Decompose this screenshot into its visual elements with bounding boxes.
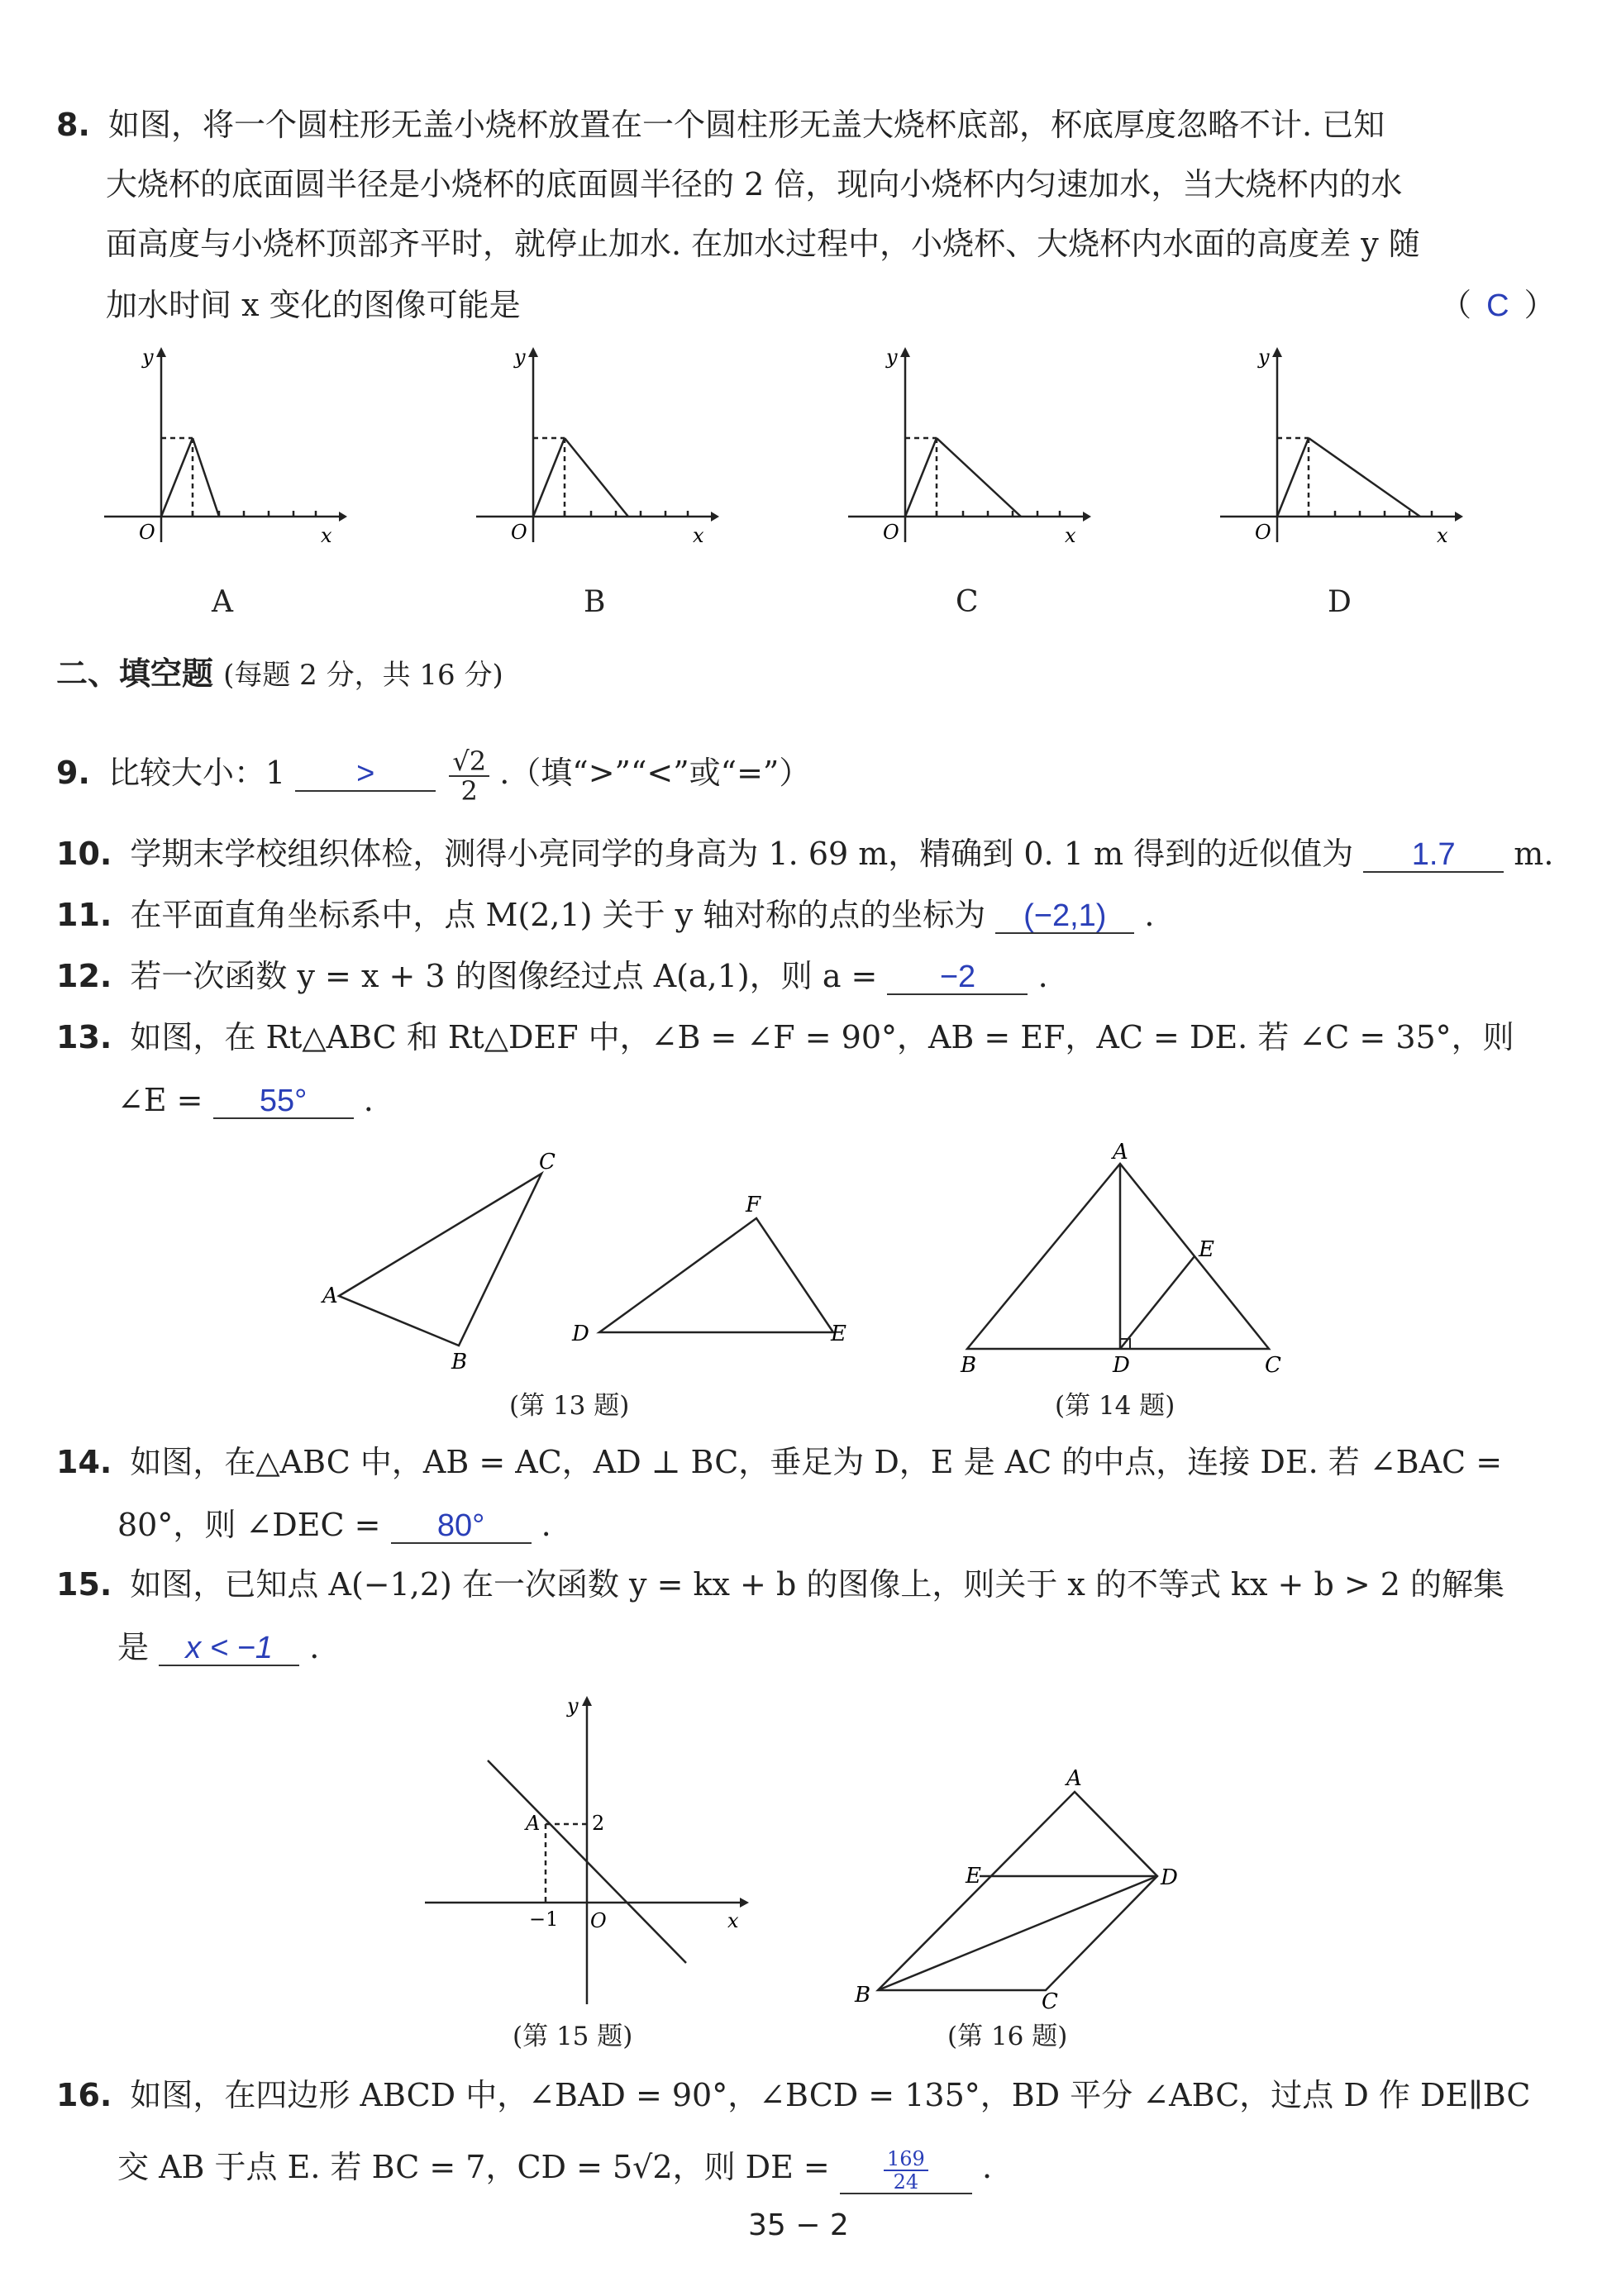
q14-answer-blank xyxy=(391,1508,532,1544)
label-e: E xyxy=(1199,1237,1214,1262)
q16-suffix: . xyxy=(981,2149,993,2185)
q15-number: 15. xyxy=(56,1566,112,1603)
x-arrow xyxy=(339,512,347,522)
q8-line-1 xyxy=(56,104,1385,145)
q14-text-1: 如图，在△ABC 中，AB = AC，AD ⊥ BC，垂足为 D，E 是 AC 的中点，连接 DE. 若 ∠BAC = xyxy=(130,1444,1503,1480)
label-a: A xyxy=(1066,1766,1082,1791)
q8-line-3 xyxy=(106,223,1420,264)
label-b: B xyxy=(961,1353,977,1378)
graph-fall-line xyxy=(1309,438,1420,517)
y-label: y xyxy=(567,1694,579,1717)
origin-label: O xyxy=(511,521,527,544)
triangle-def xyxy=(599,1218,833,1332)
y-arrow xyxy=(900,347,910,357)
q15-line-2 xyxy=(117,1627,319,1668)
q16-line-1 xyxy=(56,2074,1530,2116)
q8-number: 8. xyxy=(56,107,90,143)
q14-caption: (第 14 题) xyxy=(1055,1391,1175,1421)
section-2-header xyxy=(56,653,503,696)
q8-answer: C xyxy=(1486,288,1509,323)
q8-paren-close: ） xyxy=(1524,287,1556,323)
x-arrow xyxy=(1455,512,1463,522)
diagonal-bd xyxy=(878,1876,1157,1990)
x-label: x xyxy=(727,1909,739,1932)
q9-answer: > xyxy=(356,756,375,791)
q16-answer-fraction xyxy=(884,2148,928,2193)
q8-paren-open: （ xyxy=(1440,287,1472,323)
segment-de xyxy=(1120,1256,1195,1349)
label-a: A xyxy=(526,1812,541,1835)
y-label: y xyxy=(886,345,898,369)
x-label: x xyxy=(1065,524,1076,547)
q16-caption: (第 16 题) xyxy=(947,2022,1068,2051)
origin-label: O xyxy=(1255,521,1271,544)
origin-label: O xyxy=(139,521,155,544)
q8-graph-b xyxy=(471,347,719,545)
q13-line-1 xyxy=(56,1017,1514,1058)
y-arrow xyxy=(582,1696,592,1706)
q9-answer-blank xyxy=(295,756,436,792)
q12-answer: −2 xyxy=(939,960,976,994)
q8-choice-c: C xyxy=(956,585,979,619)
q15-line-1 xyxy=(56,1564,1504,1605)
q9-suffix: .（填“>”“<”或“=”） xyxy=(499,755,811,791)
y-arrow xyxy=(528,347,538,357)
q8-line-2 xyxy=(106,164,1402,205)
q13-caption: (第 13 题) xyxy=(509,1391,630,1421)
q10-answer-blank xyxy=(1363,837,1504,873)
label-b: B xyxy=(451,1350,468,1374)
q11-number: 11. xyxy=(56,897,112,933)
q8-text-2: 大烧杯的底面圆半径是小烧杯的底面圆半径的 2 倍，现向小烧杯内匀速加水，当大烧杯内的水 xyxy=(106,166,1403,202)
q8-graph-a xyxy=(99,347,347,545)
page-number: 35 − 2 xyxy=(748,2208,849,2242)
label-e: E xyxy=(966,1864,981,1889)
label-e: E xyxy=(831,1322,846,1346)
x-arrow xyxy=(740,1898,749,1908)
q10-text: 学期末学校组织体检，测得小亮同学的身高为 1. 69 m，精确到 0. 1 m 得到的近似值为 xyxy=(130,836,1354,872)
q14-number: 14. xyxy=(56,1444,112,1480)
q8-text-1: 如图，将一个圆柱形无盖小烧杯放置在一个圆柱形无盖大烧杯底部，杯底厚度忽略不计. 已知 xyxy=(107,107,1385,143)
q9-line xyxy=(56,744,810,805)
q13-line-2 xyxy=(117,1079,374,1121)
q15-answer-blank xyxy=(159,1631,299,1666)
label-d: D xyxy=(572,1322,589,1346)
q13-text-1: 如图，在 Rt△ABC 和 Rt△DEF 中，∠B = ∠F = 90°，AB = EF，AC = DE. 若 ∠C = 35°，则 xyxy=(130,1019,1514,1055)
q11-suffix: . xyxy=(1144,897,1155,933)
graph-rise-line xyxy=(905,438,937,517)
graph-fall-line xyxy=(937,438,1021,517)
label-a: A xyxy=(1113,1140,1128,1165)
q16-text-2: 交 AB 于点 E. 若 BC = 7，CD = 5√2，则 DE = xyxy=(117,2149,830,2185)
q12-text: 若一次函数 y = x + 3 的图像经过点 A(a,1)，则 a = xyxy=(130,958,878,994)
q12-number: 12. xyxy=(56,958,112,994)
y-arrow xyxy=(1272,347,1282,357)
q16-line-2 xyxy=(117,2141,992,2194)
x-label: x xyxy=(693,524,704,547)
q10-line xyxy=(56,833,1553,874)
q8-line-4 xyxy=(106,284,521,326)
q15-figure xyxy=(422,1694,752,2008)
triangle-abc xyxy=(339,1174,541,1346)
q15-suffix: . xyxy=(309,1629,320,1665)
q16-answer-num: 169 xyxy=(884,2148,928,2171)
quadrilateral-abcd xyxy=(878,1792,1157,1990)
q13-suffix: . xyxy=(363,1082,374,1118)
q10-number: 10. xyxy=(56,836,112,872)
q16-figure xyxy=(843,1766,1199,2017)
origin-label: O xyxy=(590,1909,607,1932)
q14-suffix: . xyxy=(541,1507,551,1543)
q14-answer: 80° xyxy=(436,1508,485,1543)
graph-rise-line xyxy=(161,438,193,517)
label-d: D xyxy=(1113,1353,1130,1378)
graph-rise-line xyxy=(533,438,565,517)
y-label: y xyxy=(514,345,526,369)
q16-answer-blank xyxy=(840,2148,972,2194)
q11-line xyxy=(56,894,1154,936)
q13-answer-blank xyxy=(213,1084,354,1119)
q14-line-1 xyxy=(56,1441,1502,1483)
q11-text: 在平面直角坐标系中，点 M(2,1) 关于 y 轴对称的点的坐标为 xyxy=(130,897,986,933)
q12-answer-blank xyxy=(887,960,1028,995)
graph-rise-line xyxy=(1277,438,1309,517)
label-c: C xyxy=(1042,1989,1058,2014)
q16-text-1: 如图，在四边形 ABCD 中，∠BAD = 90°，∠BCD = 135°，BD 平分 ∠ABC，过点 D 作 DE∥BC xyxy=(130,2077,1531,2113)
triangle-abc xyxy=(967,1164,1269,1349)
q16-number: 16. xyxy=(56,2077,112,2113)
label-a: A xyxy=(322,1284,338,1308)
q8-text-4: 加水时间 x 变化的图像可能是 xyxy=(106,287,521,323)
section-2-title: 二、填空题 xyxy=(56,655,214,692)
label-two: 2 xyxy=(592,1812,605,1835)
q12-suffix: . xyxy=(1037,958,1048,994)
section-2-note: (每题 2 分，共 16 分) xyxy=(223,659,503,692)
y-arrow xyxy=(156,347,166,357)
label-c: C xyxy=(539,1150,556,1174)
q8-answer-paren xyxy=(1440,284,1556,326)
label-c: C xyxy=(1265,1353,1281,1378)
q9-frac-num: √2 xyxy=(449,747,489,777)
label-f: F xyxy=(746,1193,761,1217)
x-arrow xyxy=(711,512,719,522)
q13-figure xyxy=(314,1149,893,1389)
q13-answer: 55° xyxy=(259,1084,308,1118)
q8-text-3: 面高度与小烧杯顶部齐平时，就停止加水. 在加水过程中，小烧杯、大烧杯内水面的高度差 y 随 xyxy=(106,226,1420,262)
x-arrow xyxy=(1083,512,1091,522)
q14-text-2: 80°，则 ∠DEC = xyxy=(117,1507,381,1543)
q10-suffix: m. xyxy=(1514,836,1554,872)
graph-fall-line xyxy=(193,438,219,517)
q8-choice-a: A xyxy=(212,585,233,619)
graph-fall-line xyxy=(565,438,628,517)
q13-text-2: ∠E = xyxy=(117,1082,203,1118)
x-label: x xyxy=(321,524,332,547)
q15-caption: (第 15 题) xyxy=(513,2022,633,2051)
q9-text: 比较大小：1 xyxy=(107,755,286,791)
q9-frac-den: 2 xyxy=(460,774,478,807)
q8-choice-b: B xyxy=(584,585,606,619)
label-d: D xyxy=(1161,1865,1178,1890)
q8-graph-d xyxy=(1215,347,1463,545)
q9-fraction xyxy=(449,747,489,805)
q14-figure xyxy=(951,1141,1298,1380)
label-neg-one: −1 xyxy=(529,1908,559,1931)
q12-line xyxy=(56,955,1048,997)
q13-number: 13. xyxy=(56,1019,112,1055)
q8-choice-d: D xyxy=(1328,585,1352,619)
q16-answer-den: 24 xyxy=(893,2170,919,2194)
q8-graph-c xyxy=(843,347,1091,545)
q11-answer: (−2,1) xyxy=(1023,898,1107,933)
q15-text-1: 如图，已知点 A(−1,2) 在一次函数 y = kx + b 的图像上，则关于 x 的不等式 kx + b > 2 的解集 xyxy=(130,1566,1505,1603)
q10-answer: 1.7 xyxy=(1411,837,1456,872)
q14-line-2 xyxy=(117,1504,551,1546)
x-label: x xyxy=(1437,524,1448,547)
q15-text-2: 是 xyxy=(117,1629,150,1665)
q11-answer-blank xyxy=(995,898,1134,934)
y-label: y xyxy=(1258,345,1270,369)
q15-answer: x < −1 xyxy=(185,1631,273,1665)
y-label: y xyxy=(142,345,154,369)
label-b: B xyxy=(855,1983,871,2008)
q9-number: 9. xyxy=(56,755,90,791)
origin-label: O xyxy=(883,521,899,544)
